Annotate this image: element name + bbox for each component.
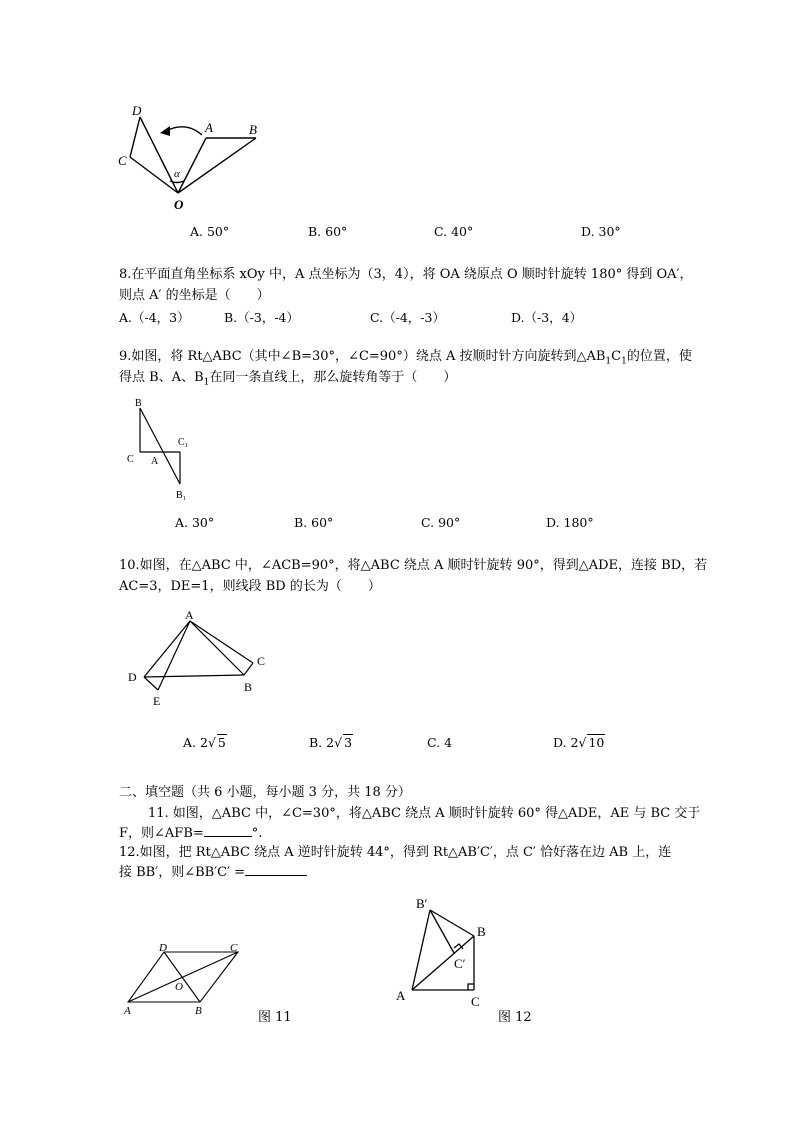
q10-label-c: C [257,654,266,668]
fig12-label-c: C [471,994,480,1009]
fig12-figure [390,892,500,1012]
fig11-diagonal-db [164,952,200,1002]
q10-segment-bc [244,663,253,675]
q10-option-a: A. 2√ 5 [183,735,226,750]
q7-arrow-head-icon [160,126,170,136]
fig12-segment-ab-prime [412,910,430,990]
q10-segment-ad [144,621,190,677]
q7-segment-dc [130,117,140,157]
fig11-label-o: O [175,981,183,993]
q9-label-c1: C₁ [178,437,189,448]
q9-option-b: B. 60° [294,515,334,530]
q10-option-a-pre: A. 2 [183,735,208,750]
q7-label-c: C [118,153,127,168]
fig11-label-b: B [195,1005,202,1017]
q9-figure [120,394,210,504]
q7-option-a: A. 50° [190,224,230,239]
q10-option-d-radicand: 10 [588,735,605,750]
q10-label-d: D [128,670,137,684]
fig12-label-b-prime: B′ [416,896,428,911]
q9-line-1-mid: C [611,349,622,364]
q11-answer-blank [204,836,252,837]
q9-option-a: A. 30° [175,515,215,530]
q9-label-b1: B₁ [176,490,187,501]
q12-answer-blank [245,875,307,876]
q7-label-o: O [174,197,184,212]
q9-option-c: C. 90° [421,515,461,530]
fig11-label-d: D [159,942,167,954]
q7-label-b: B [249,122,257,137]
fig11-diagonal-ac [128,952,238,1002]
q10-option-d-pre: D. 2 [553,735,579,750]
q12-line-1: 12.如图，把 Rt△ABC 绕点 A 逆时针旋转 44°，得到 Rt△AB′C′，点 C′ 恰好落在边 AB 上，连 [119,845,672,860]
q10-option-b-pre: B. 2 [309,735,335,750]
fig12-label-b: B [477,924,486,939]
q10-segment-bd [144,675,244,677]
q7-option-d: D. 30° [581,224,621,239]
q7-label-a: A [205,120,213,135]
q7-segment-co [130,157,178,193]
q8-line-2: 则点 A′ 的坐标是（ ） [119,288,270,303]
fig12-caption: 图 12 [498,1010,532,1025]
q9-label-a: A [151,456,159,467]
fig11-figure [120,940,250,1018]
q10-label-a: A [185,608,194,622]
q12-line-2-pre: 接 BB′，则∠BB′C′ = [119,865,246,880]
q10-label-b: B [244,680,253,694]
q7-label-alpha: α [174,168,180,180]
q10-line-2: AC=3，DE=1，则线段 BD 的长为（ ） [119,579,381,594]
fig11-label-c: C [230,942,238,954]
q12-line-2 [119,863,307,883]
q9-label-b: B [135,398,142,409]
q10-segment-ab [190,621,244,675]
fig12-label-a: A [396,988,406,1003]
q9-sub-1: 1 [605,356,612,367]
q10-segment-ae [158,621,190,690]
fig12-right-angle-c [468,984,474,990]
fig11-label-a: A [124,1005,131,1017]
q7-segment-oa [178,138,206,193]
q9-segment-bb1 [140,408,180,484]
fig11-caption: 图 11 [258,1010,292,1025]
q7-rotation-arrow [166,127,202,135]
q9-line-1-pre: 9.如图，将 Rt△ABC（其中∠B=30°，∠C=90°）绕点 A 按顺时针方向旋转到△AB [119,349,606,364]
q9-option-d: D. 180° [546,515,594,530]
q10-segment-de [144,677,158,690]
fig12-right-angle-cprime [454,944,463,949]
q8-line-1: 8.在平面直角坐标系 xOy 中，A 点坐标为（3，4），将 OA 绕原点 O 顺时针旋转 180° 得到 OA′， [119,267,693,282]
fig12-label-c-prime: C′ [454,956,466,971]
q9-sub-3: 1 [203,377,210,388]
q10-figure [120,605,280,710]
q8-option-c: C.（-4，-3） [370,310,445,325]
q10-label-e: E [153,694,161,708]
q10-line-1: 10.如图，在△ABC 中，∠ACB=90°，将△ABC 绕点 A 顺时针旋转 90°，得到△ADE，连接 BD，若 [119,558,708,573]
q10-option-b-radicand: 3 [344,735,353,750]
q9-line-2-pre: 得点 B、A、B [119,370,204,385]
q9-label-c: C [127,454,134,465]
q7-label-d: D [132,103,142,118]
q8-option-d: D.（-3，4） [511,310,583,325]
q7-option-b: B. 60° [308,224,348,239]
q10-option-b: B. 2√ 3 [309,735,353,750]
q10-option-c: C. 4 [427,735,453,750]
q10-option-d: D. 2√ 10 [553,735,605,750]
q8-option-b: B.（-3，-4） [224,310,300,325]
q9-line-1-post: 的位置，使 [626,349,692,364]
q10-option-a-radicand: 5 [217,735,226,750]
q11-line-1: 11. 如图，△ABC 中，∠C=30°，将△ABC 绕点 A 顺时针旋转 60° 得△ADE，AE 与 BC 交于 [148,806,701,821]
q10-segment-ac [190,621,253,663]
q7-segment-ob [178,138,256,193]
q9-sub-2: 1 [621,356,627,367]
q9-line-2 [119,368,456,393]
q7-figure [110,95,280,220]
q8-option-a: A.（-4，3） [119,310,190,325]
q11-line-2-pre: F，则∠AFB= [119,826,204,841]
q9-line-2-post: 在同一条直线上，那么旋转角等于（ ） [209,370,457,385]
q7-angle-arc [170,181,184,183]
q11-line-2-post: °. [251,826,263,841]
q7-option-c: C. 40° [434,224,474,239]
q11-line-2 [119,824,262,844]
section-2-title: 二、填空题（共 6 小题，每小题 3 分，共 18 分） [119,785,411,800]
